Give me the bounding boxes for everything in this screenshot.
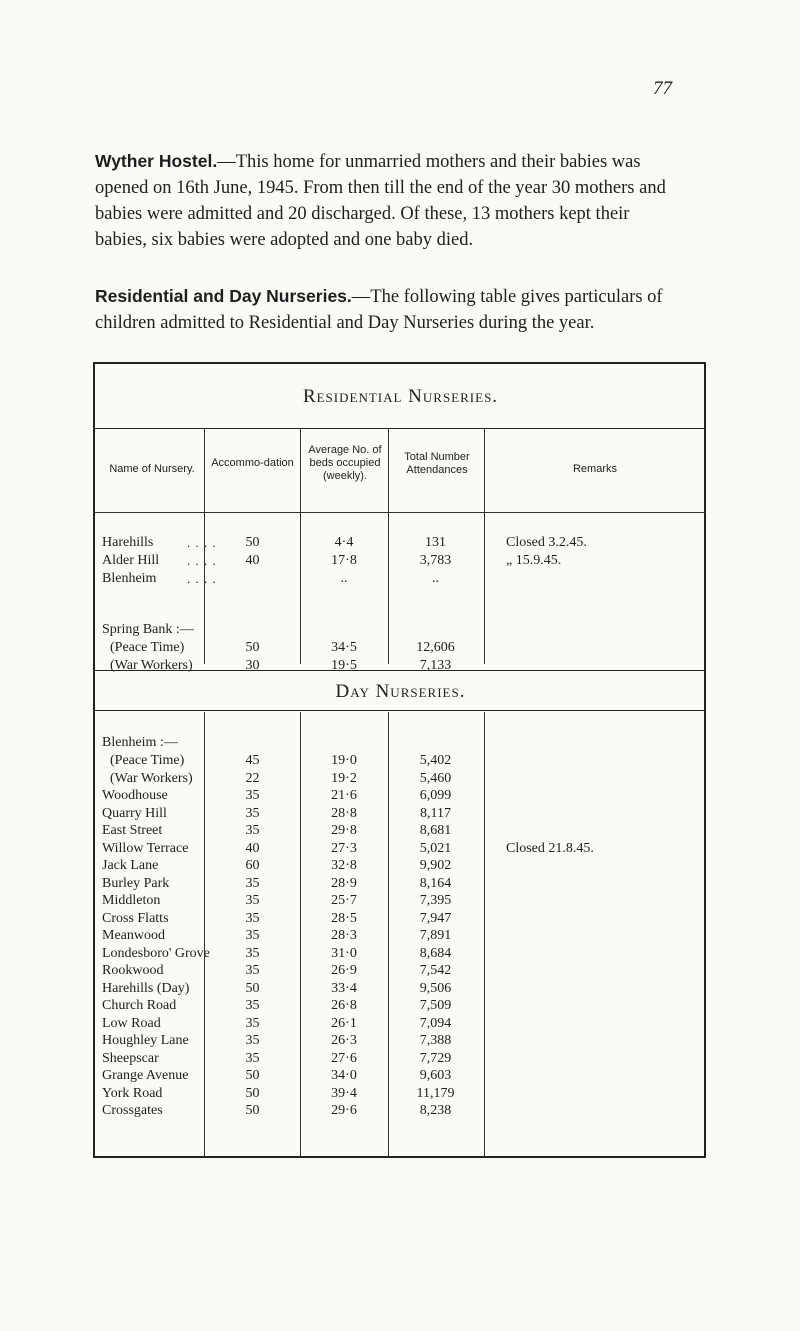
average-beds-value: 19·2 [331,770,357,786]
nursery-name: East Street [102,823,163,838]
nursery-name: (War Workers) [110,770,193,786]
page-number: 77 [653,78,672,99]
header-name: Name of Nursery. [109,463,195,475]
accommodation-value: 35 [245,1033,260,1048]
accommodation-value: 60 [245,858,260,873]
average-beds-value: 19·5 [331,658,357,673]
table-rule [93,428,706,429]
average-beds-value: 29·6 [331,1103,357,1118]
total-attendances-value: 131 [425,535,446,550]
accommodation-value: 35 [245,928,260,943]
accommodation-value: 35 [245,998,260,1013]
remarks-value: Closed 21.8.45. [506,840,594,856]
nursery-name: Houghley Lane [102,1033,189,1048]
average-beds-value: 21·6 [331,788,357,803]
header-total: Total Number Attendances [404,451,470,476]
total-attendances-value: 9,603 [419,1068,452,1083]
nursery-name: Meanwood [102,928,165,943]
total-attendances-value: .. [432,571,439,586]
header-remarks: Remarks [572,463,617,475]
nursery-name: (War Workers) [110,658,193,673]
accommodation-value: 35 [245,788,260,803]
average-beds-value: 28·8 [331,805,357,821]
average-beds-value: 34·5 [331,640,357,655]
leader-dots: . . . . [187,571,217,586]
total-attendances-value: 7,729 [419,1050,452,1066]
nurseries-text: —The following table gives particulars of children admitted to Residential and Day Nurseries during the year. [95,287,663,333]
nursery-name: Harehills [102,535,154,550]
accommodation-value: 35 [245,805,260,821]
header-rule [93,512,706,513]
total-attendances-value: 5,021 [419,840,452,856]
average-beds-value: 29·8 [331,823,357,838]
total-attendances-value: 8,681 [419,823,452,838]
total-attendances-value: 7,947 [419,910,452,926]
average-beds-value: 26·1 [331,1015,357,1031]
accommodation-value: 50 [245,980,260,996]
total-attendances-value: 3,783 [419,553,452,568]
residential-title: Residential Nurseries. [302,386,499,407]
average-beds-value: 34·0 [331,1068,357,1083]
column-divider [484,712,485,1157]
average-beds-value: 32·8 [331,858,357,873]
total-attendances-value: 8,238 [419,1103,452,1118]
accommodation-value: 50 [245,535,260,550]
leader-dots: . . . . [187,553,217,568]
wyther-hostel-text: —This home for unmarried mothers and their babies was opened on 16th June, 1945. From then till the end of the year 30 mothers and babies were admitted and 20 discharged. Of these, 13 mothers kept their babies, six babies were adopted and one baby died. [95,152,666,250]
accommodation-value: 40 [245,840,260,856]
nursery-name: Alder Hill [102,553,160,568]
average-beds-value: 33·4 [331,980,357,996]
remarks-value: Closed 3.2.45. [506,535,587,550]
average-beds-value: 26·9 [331,963,357,978]
nursery-name: Cross Flatts [102,910,169,926]
nursery-name: Grange Avenue [102,1068,189,1083]
day-rule [93,710,706,711]
remarks-value: „ 15.9.45. [506,553,562,568]
nursery-name: Sheepscar [102,1050,159,1066]
nursery-name: Jack Lane [102,858,159,873]
average-beds-value: 28·5 [331,910,357,926]
total-attendances-value: 9,506 [419,980,452,996]
accommodation-value: 40 [245,553,260,568]
average-beds-value: 28·9 [331,875,357,891]
accommodation-value: 22 [245,770,260,786]
day-title: Day Nurseries. [335,681,466,702]
nursery-name: Woodhouse [102,788,168,803]
nursery-name: Spring Bank :— [102,622,194,637]
total-attendances-value: 7,891 [419,928,452,943]
nursery-name: Harehills (Day) [102,980,190,996]
total-attendances-value: 7,388 [419,1033,452,1048]
average-beds-value: 17·8 [331,553,357,568]
total-attendances-value: 7,395 [419,893,452,908]
total-attendances-value: 12,606 [416,640,455,655]
nursery-name: York Road [102,1085,163,1101]
accommodation-value: 50 [245,640,260,655]
accommodation-value: 35 [245,875,260,891]
average-beds-value: 39·4 [331,1085,357,1101]
nursery-name: Low Road [102,1015,161,1031]
accommodation-value: 35 [245,963,260,978]
nursery-name: Willow Terrace [102,840,189,856]
accommodation-value: 35 [245,893,260,908]
accommodation-value: 35 [245,945,260,961]
total-attendances-value: 7,094 [419,1015,452,1031]
accommodation-value: 45 [245,753,260,768]
total-attendances-value: 9,902 [419,858,452,873]
total-attendances-value: 5,402 [419,753,452,768]
nursery-name: Quarry Hill [102,805,167,821]
section-rule [93,670,706,671]
average-beds-value: 27·6 [331,1050,357,1066]
average-beds-value: 19·0 [331,753,357,768]
total-attendances-value: 7,133 [419,658,452,673]
accommodation-value: 50 [245,1085,260,1101]
header-accommodation: Accommo-dation [211,457,294,469]
accommodation-value: 35 [245,1015,260,1031]
nursery-name: Rookwood [102,963,164,978]
nursery-name: Blenheim [102,571,157,586]
wyther-hostel-heading: Wyther Hostel. [95,151,218,171]
nurseries-heading: Residential and Day Nurseries. [95,286,352,306]
nursery-name: (Peace Time) [110,753,185,768]
nurseries-paragraph [95,283,685,336]
accommodation-value: 35 [245,823,260,838]
average-beds-value: 4·4 [334,535,354,550]
total-attendances-value: 8,684 [419,945,452,961]
total-attendances-value: 5,460 [419,770,452,786]
total-attendances-value: 7,509 [419,998,452,1013]
nursery-name: Londesboro' Grove [102,945,210,961]
average-beds-value: .. [340,571,348,586]
average-beds-value: 28·3 [331,928,357,943]
nursery-name: Church Road [102,998,177,1013]
nursery-name: Burley Park [102,875,170,891]
leader-dots: . . . . [187,535,217,550]
total-attendances-value: 8,164 [419,875,452,891]
accommodation-value: 35 [245,1050,260,1066]
total-attendances-value: 11,179 [416,1085,455,1101]
nursery-name: Blenheim :— [102,735,178,750]
nursery-name: Crossgates [102,1103,163,1118]
nursery-name: (Peace Time) [110,640,185,655]
total-attendances-value: 8,117 [420,805,451,821]
average-beds-value: 25·7 [331,893,357,908]
accommodation-value: 30 [245,658,260,673]
average-beds-value: 31·0 [331,945,357,961]
nursery-name: Middleton [102,893,161,908]
average-beds-value: 26·3 [331,1033,357,1048]
average-beds-value: 27·3 [331,840,357,856]
header-average: Average No. of beds occupied (weekly). [308,444,382,482]
total-attendances-value: 6,099 [419,788,452,803]
accommodation-value: 50 [245,1068,260,1083]
total-attendances-value: 7,542 [419,963,452,978]
wyther-hostel-paragraph [95,148,685,253]
average-beds-value: 26·8 [331,998,357,1013]
accommodation-value: 35 [245,910,260,926]
accommodation-value: 50 [245,1103,260,1118]
